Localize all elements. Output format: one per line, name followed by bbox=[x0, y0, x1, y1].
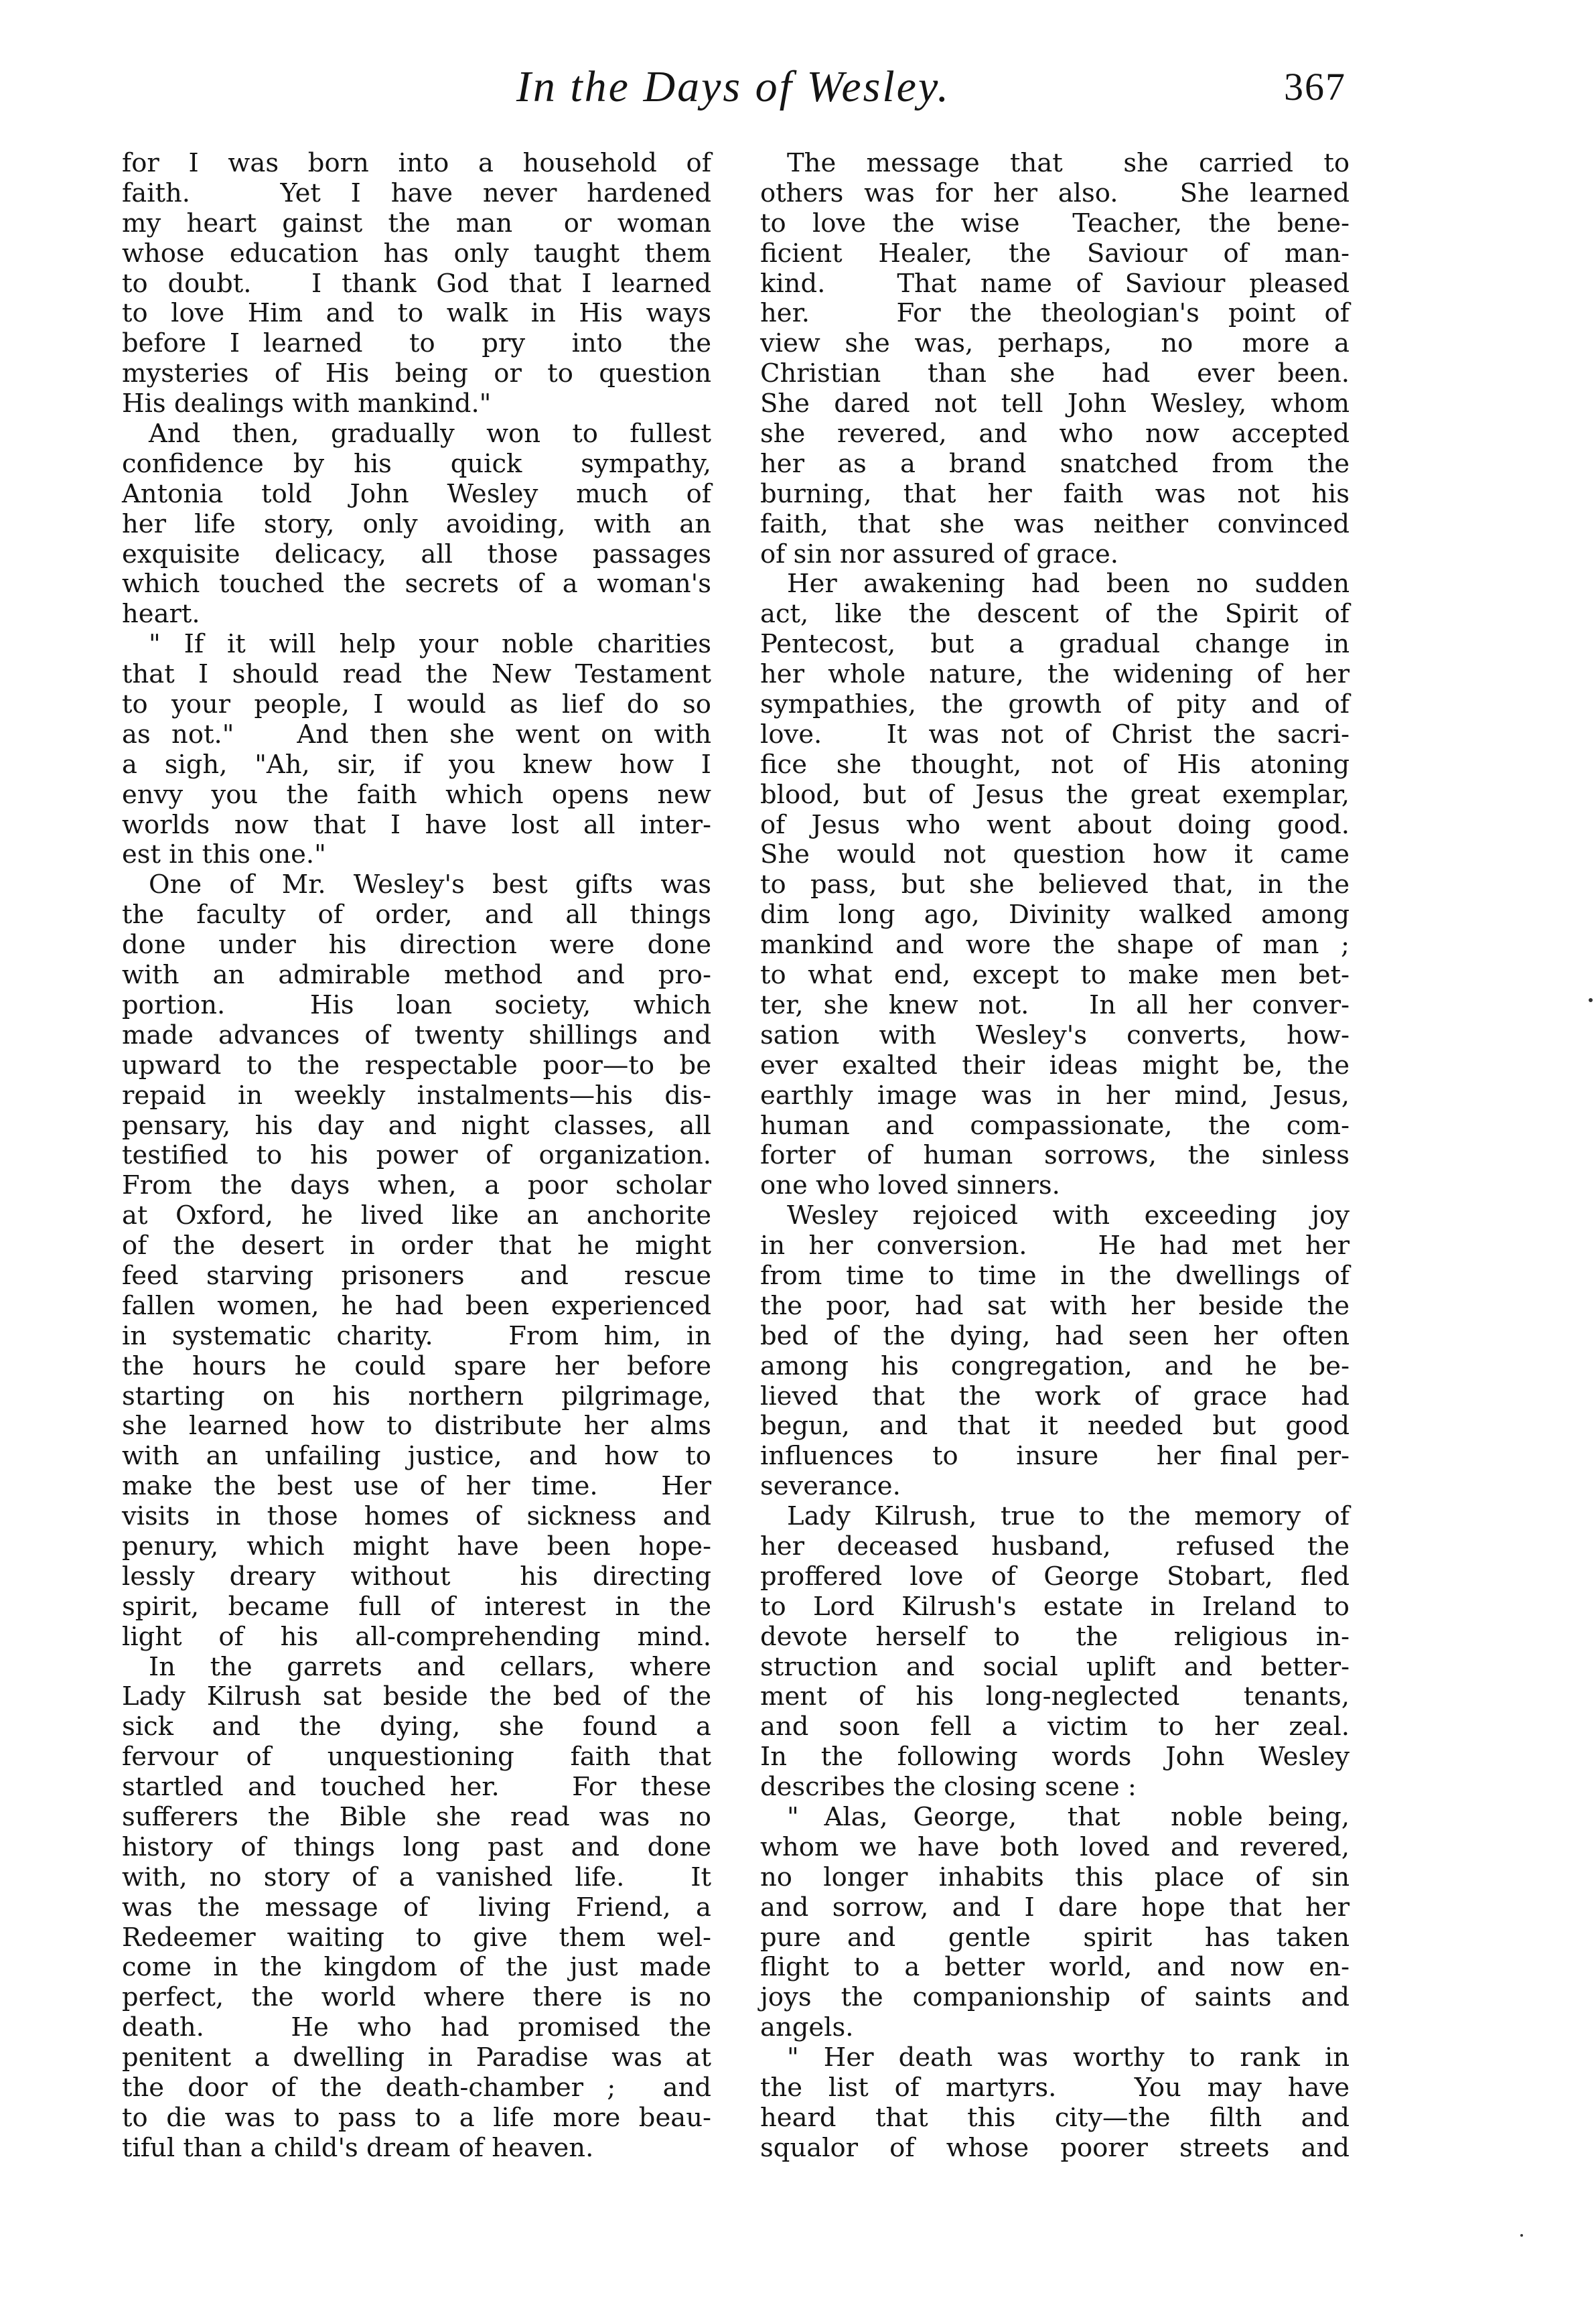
text-line: proffered love of George Stobart, fled bbox=[760, 1561, 1350, 1592]
text-line: worlds now that I have lost all inter- bbox=[122, 809, 711, 840]
right-text-column bbox=[760, 149, 1350, 2164]
text-line: exquisite delicacy, all those passages bbox=[122, 539, 711, 569]
text-line: and sorrow, and I dare hope that her bbox=[760, 1892, 1350, 1923]
text-line: feed starving prisoners and rescue bbox=[122, 1260, 711, 1291]
text-line: her whole nature, the widening of her bbox=[760, 659, 1350, 690]
text-line: fervour of unquestioning faith that bbox=[122, 1742, 711, 1772]
text-line: the hours he could spare her before bbox=[122, 1350, 711, 1381]
text-line: of sin nor assured of grace. bbox=[760, 539, 1118, 569]
text-line: From the days when, a poor scholar bbox=[122, 1170, 711, 1201]
text-line: starting on his northern pilgrimage, bbox=[122, 1381, 711, 1411]
text-line: Antonia told John Wesley much of bbox=[122, 478, 711, 509]
text-line: to your people, I would as lief do so bbox=[122, 689, 711, 720]
text-line: pensary, his day and night classes, all bbox=[122, 1110, 711, 1141]
text-line: lieved that the work of grace had bbox=[760, 1381, 1350, 1411]
text-line: love. It was not of Christ the sacri- bbox=[760, 719, 1350, 750]
text-line: fallen women, he had been experienced bbox=[122, 1290, 711, 1321]
text-line: come in the kingdom of the just made bbox=[122, 1952, 711, 1983]
text-line: " Her death was worthy to rank in bbox=[787, 2042, 1350, 2073]
text-line: In the garrets and cellars, where bbox=[149, 1651, 711, 1682]
text-line: His dealings with mankind." bbox=[122, 389, 492, 419]
text-line: upward to the respectable poor—to be bbox=[122, 1050, 711, 1081]
text-line: my heart gainst the man or woman bbox=[122, 208, 711, 238]
text-line: describes the closing scene : bbox=[760, 1772, 1137, 1803]
text-line: And then, gradually won to fullest bbox=[149, 419, 711, 449]
text-line: visits in those homes of sickness and bbox=[122, 1501, 711, 1532]
text-line: She would not question how it came bbox=[760, 839, 1350, 870]
text-line: flight to a better world, and now en- bbox=[760, 1952, 1350, 1983]
text-line: forter of human sorrows, the sinless bbox=[760, 1140, 1350, 1171]
text-line: She dared not tell John Wesley, whom bbox=[760, 389, 1350, 419]
text-line: portion. His loan society, which bbox=[122, 989, 711, 1020]
text-line: the list of martyrs. You may have bbox=[760, 2073, 1350, 2103]
text-line: ment of his long-neglected tenants, bbox=[760, 1681, 1350, 1712]
text-line: ter, she knew not. In all her conver- bbox=[760, 989, 1350, 1020]
text-line: burning, that her faith was not his bbox=[760, 478, 1350, 509]
text-line: angels. bbox=[760, 2012, 854, 2043]
text-line: Lady Kilrush, true to the memory of bbox=[787, 1501, 1350, 1532]
text-line: in systematic charity. From him, in bbox=[122, 1320, 711, 1351]
text-line: ever exalted their ideas might be, the bbox=[760, 1050, 1350, 1081]
text-line: tiful than a child's dream of heaven. bbox=[122, 2132, 594, 2163]
text-line: Wesley rejoiced with exceeding joy bbox=[787, 1200, 1350, 1231]
text-line: at Oxford, he lived like an anchorite bbox=[122, 1200, 711, 1231]
text-line: fice she thought, not of His atoning bbox=[760, 749, 1350, 780]
text-line: made advances of twenty shillings and bbox=[122, 1020, 711, 1050]
text-line: heard that this city—the filth and bbox=[760, 2102, 1350, 2133]
text-line: among his congregation, and he be- bbox=[760, 1350, 1350, 1381]
text-line: penury, which might have been hope- bbox=[122, 1531, 711, 1561]
text-line: was the message of living Friend, a bbox=[122, 1892, 711, 1923]
text-line: spirit, became full of interest in the bbox=[122, 1591, 711, 1622]
text-line: the faculty of order, and all things bbox=[122, 900, 711, 930]
text-line: with an unfailing justice, and how to bbox=[122, 1441, 711, 1472]
text-line: One of Mr. Wesley's best gifts was bbox=[149, 869, 711, 900]
text-line: repaid in weekly instalments—his dis- bbox=[122, 1080, 711, 1111]
text-line: sick and the dying, she found a bbox=[122, 1712, 711, 1742]
text-line: for I was born into a household of bbox=[122, 148, 711, 178]
text-line: with, no story of a vanished life. It bbox=[122, 1862, 711, 1892]
text-line: the door of the death-chamber ; and bbox=[122, 2073, 711, 2103]
text-line: to Lord Kilrush's estate in Ireland to bbox=[760, 1591, 1350, 1622]
text-line: to pass, but she believed that, in the bbox=[760, 869, 1350, 900]
text-line: The message that she carried to bbox=[787, 148, 1350, 178]
running-head bbox=[121, 62, 1346, 122]
text-line: In the following words John Wesley bbox=[760, 1742, 1350, 1772]
text-line: done under his direction were done bbox=[122, 930, 711, 961]
text-line: sufferers the Bible she read was no bbox=[122, 1801, 711, 1832]
text-line: in her conversion. He had met her bbox=[760, 1231, 1350, 1261]
text-line: whom we have both loved and revered, bbox=[760, 1831, 1350, 1862]
text-line: that I should read the New Testament bbox=[122, 659, 711, 690]
text-line: sympathies, the growth of pity and of bbox=[760, 689, 1350, 720]
text-line: startled and touched her. For these bbox=[122, 1772, 711, 1803]
text-line: make the best use of her time. Her bbox=[122, 1471, 711, 1502]
text-line: Pentecost, but a gradual change in bbox=[760, 629, 1350, 660]
text-line: light of his all-comprehending mind. bbox=[122, 1621, 711, 1652]
text-line: her as a brand snatched from the bbox=[760, 448, 1350, 479]
running-title: In the Days of Wesley. bbox=[516, 62, 951, 111]
text-line: from time to time in the dwellings of bbox=[760, 1260, 1350, 1291]
text-line: envy you the faith which opens new bbox=[122, 779, 711, 810]
text-line: heart. bbox=[122, 599, 200, 630]
text-line: mankind and wore the shape of man ; bbox=[760, 930, 1350, 961]
text-line: a sigh, "Ah, sir, if you knew how I bbox=[122, 749, 711, 780]
scan-speck bbox=[1520, 2234, 1523, 2237]
text-line: which touched the secrets of a woman's bbox=[122, 569, 711, 600]
text-line: sation with Wesley's converts, how- bbox=[760, 1020, 1350, 1050]
text-line: faith. Yet I have never hardened bbox=[122, 178, 711, 208]
text-line: human and compassionate, the com- bbox=[760, 1110, 1350, 1141]
text-line: Redeemer waiting to give them wel- bbox=[122, 1922, 711, 1953]
text-line: severance. bbox=[760, 1471, 901, 1502]
text-line: of Jesus who went about doing good. bbox=[760, 809, 1350, 840]
text-line: history of things long past and done bbox=[122, 1831, 711, 1862]
text-line: to love Him and to walk in His ways bbox=[122, 298, 711, 329]
text-line: before I learned to pry into the bbox=[122, 328, 711, 359]
text-line: to what end, except to make men bet- bbox=[760, 960, 1350, 991]
scan-speck bbox=[1589, 998, 1593, 1002]
text-line: whose education has only taught them bbox=[122, 238, 711, 269]
text-line: struction and social uplift and better- bbox=[760, 1651, 1350, 1682]
text-line: dim long ago, Divinity walked among bbox=[760, 900, 1350, 930]
text-line: act, like the descent of the Spirit of bbox=[760, 599, 1350, 630]
text-line: confidence by his quick sympathy, bbox=[122, 448, 711, 479]
text-line: her deceased husband, refused the bbox=[760, 1531, 1350, 1561]
text-line: she revered, and who now accepted bbox=[760, 419, 1350, 449]
text-line: influences to insure her final per- bbox=[760, 1441, 1350, 1472]
text-line: to love the wise Teacher, the bene- bbox=[760, 208, 1350, 238]
text-line: to die was to pass to a life more beau- bbox=[122, 2102, 711, 2133]
text-line: lessly dreary without his directing bbox=[122, 1561, 711, 1592]
text-line: faith, that she was neither convinced bbox=[760, 508, 1350, 539]
text-line: her life story, only avoiding, with an bbox=[122, 508, 711, 539]
left-text-column bbox=[122, 149, 711, 2164]
text-line: ficient Healer, the Saviour of man- bbox=[760, 238, 1350, 269]
text-line: one who loved sinners. bbox=[760, 1170, 1060, 1201]
text-line: to doubt. I thank God that I learned bbox=[122, 268, 711, 299]
text-line: bed of the dying, had seen her often bbox=[760, 1320, 1350, 1351]
page-number: 367 bbox=[1284, 65, 1346, 109]
text-line: she learned how to distribute her alms bbox=[122, 1411, 711, 1442]
text-line: begun, and that it needed but good bbox=[760, 1411, 1350, 1442]
text-line: and soon fell a victim to her zeal. bbox=[760, 1712, 1350, 1742]
text-line: no longer inhabits this place of sin bbox=[760, 1862, 1350, 1892]
text-line: Her awakening had been no sudden bbox=[787, 569, 1350, 600]
text-line: devote herself to the religious in- bbox=[760, 1621, 1350, 1652]
text-line: est in this one." bbox=[122, 839, 326, 870]
text-line: testified to his power of organization. bbox=[122, 1140, 711, 1171]
text-line: blood, but of Jesus the great exemplar, bbox=[760, 779, 1350, 810]
text-line: kind. That name of Saviour pleased bbox=[760, 268, 1350, 299]
text-line: of the desert in order that he might bbox=[122, 1231, 711, 1261]
text-line: Christian than she had ever been. bbox=[760, 358, 1350, 389]
text-line: as not." And then she went on with bbox=[122, 719, 711, 750]
text-line: view she was, perhaps, no more a bbox=[760, 328, 1350, 359]
text-line: the poor, had sat with her beside the bbox=[760, 1290, 1350, 1321]
text-line: Lady Kilrush sat beside the bed of the bbox=[122, 1681, 711, 1712]
text-line: pure and gentle spirit has taken bbox=[760, 1922, 1350, 1953]
text-line: " Alas, George, that noble being, bbox=[787, 1801, 1350, 1832]
text-line: mysteries of His being or to question bbox=[122, 358, 711, 389]
text-line: with an admirable method and pro- bbox=[122, 960, 711, 991]
text-line: penitent a dwelling in Paradise was at bbox=[122, 2042, 711, 2073]
text-line: squalor of whose poorer streets and bbox=[760, 2132, 1350, 2163]
text-line: joys the companionship of saints and bbox=[760, 1982, 1350, 2013]
text-line: death. He who had promised the bbox=[122, 2012, 711, 2043]
text-line: others was for her also. She learned bbox=[760, 178, 1350, 208]
text-line: perfect, the world where there is no bbox=[122, 1982, 711, 2013]
text-line: her. For the theologian's point of bbox=[760, 298, 1350, 329]
text-line: earthly image was in her mind, Jesus, bbox=[760, 1080, 1350, 1111]
text-line: " If it will help your noble charities bbox=[149, 629, 711, 660]
